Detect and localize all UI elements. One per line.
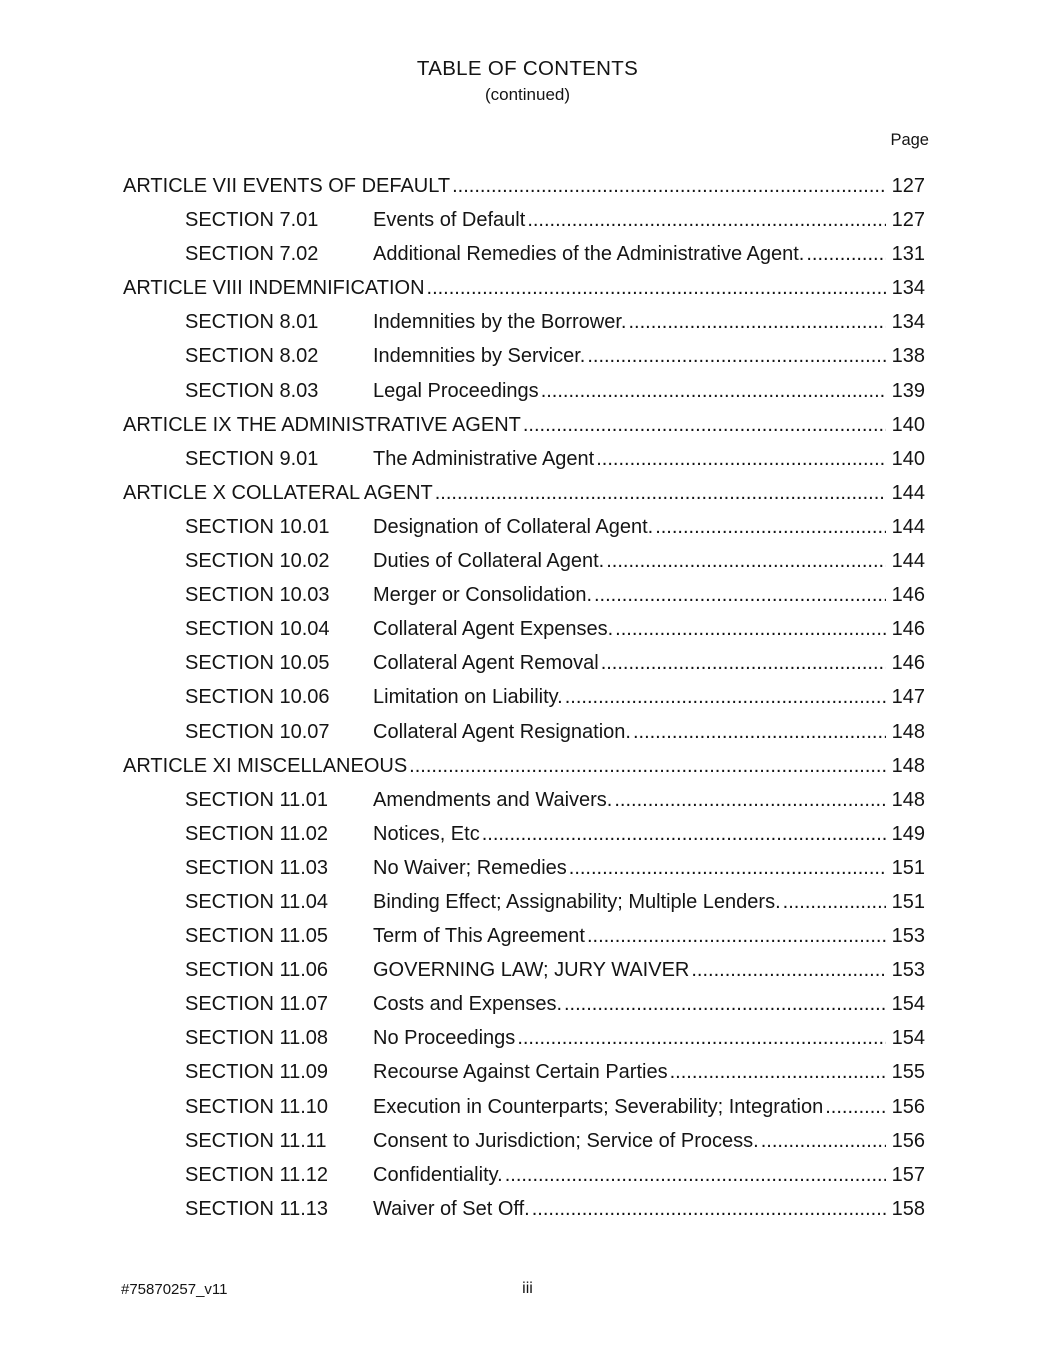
toc-entry	[123, 817, 925, 851]
toc-entry-page: 148	[891, 788, 925, 811]
toc-entry	[123, 919, 925, 953]
page-title: TABLE OF CONTENTS	[416, 57, 639, 80]
toc-entry-page: 156	[891, 1129, 925, 1152]
dot-leader	[806, 237, 885, 271]
toc-entry-label: SECTION 7.02	[185, 243, 319, 266]
toc-entry-title: Collateral Agent Resignation.	[373, 720, 631, 743]
dot-leader	[409, 749, 885, 783]
toc-entry-title: ARTICLE VIII INDEMNIFICATION	[123, 277, 425, 300]
toc-entry-page: 144	[891, 515, 925, 538]
dot-leader	[633, 715, 886, 749]
toc-entry	[123, 271, 925, 305]
toc-entry	[123, 408, 925, 442]
toc-entry-page: 140	[891, 413, 925, 436]
toc-entry-label: SECTION 11.05	[185, 925, 329, 948]
toc-entry-title: No Waiver; Remedies	[373, 856, 567, 879]
dot-leader	[628, 305, 885, 339]
dot-leader	[527, 203, 885, 237]
toc-entry-label: SECTION 11.11	[185, 1129, 327, 1152]
toc-entry-page: 127	[891, 209, 925, 232]
toc-entry	[123, 237, 925, 271]
toc-entry-label: SECTION 11.04	[185, 890, 329, 913]
toc-entry-title: The Administrative Agent	[373, 447, 595, 470]
dot-leader	[606, 544, 885, 578]
toc-entry-title: Events of Default	[373, 209, 526, 232]
dot-leader	[564, 987, 886, 1021]
toc-entry	[123, 476, 925, 510]
dot-leader	[532, 1192, 886, 1226]
dot-leader	[670, 1055, 886, 1089]
toc-entry-label: SECTION 10.05	[185, 652, 330, 675]
toc-entry-page: 151	[891, 890, 925, 913]
toc-entry	[123, 783, 925, 817]
document-header	[0, 56, 1055, 107]
toc-entry	[123, 1124, 925, 1158]
dot-leader	[587, 339, 885, 373]
toc-entry	[123, 749, 925, 783]
toc-entry	[123, 953, 925, 987]
toc-entry	[123, 885, 925, 919]
toc-entry-page: 154	[891, 1027, 925, 1050]
dot-leader	[825, 1090, 885, 1124]
toc-entry-label: SECTION 11.10	[185, 1095, 329, 1118]
dot-leader	[761, 1124, 886, 1158]
dot-leader	[596, 442, 885, 476]
toc-entry-label: SECTION 10.01	[185, 515, 330, 538]
dot-leader	[587, 919, 886, 953]
toc-entry	[123, 1055, 925, 1089]
toc-entry-title: Execution in Counterparts; Severability; Integration	[373, 1095, 824, 1118]
toc-entry-title: Legal Proceedings	[373, 379, 539, 402]
toc-entry-label: SECTION 8.01	[185, 311, 319, 334]
toc-entry-page: 146	[891, 652, 925, 675]
toc-entry-title: Limitation on Liability.	[373, 686, 563, 709]
toc-entry	[123, 987, 925, 1021]
toc-entry-label: SECTION 11.02	[185, 822, 329, 845]
page-subtitle: (continued)	[484, 85, 571, 104]
toc-entry-title: Waiver of Set Off.	[373, 1197, 530, 1220]
toc-entry	[123, 305, 925, 339]
toc-entry-page: 147	[891, 686, 925, 709]
page-column-header: Page	[890, 131, 929, 149]
toc-entry	[123, 510, 925, 544]
toc-entry-label: SECTION 11.03	[185, 856, 329, 879]
toc-entry	[123, 646, 925, 680]
toc-entry-page: 154	[891, 993, 925, 1016]
dot-leader	[615, 612, 885, 646]
toc-entry-page: 148	[891, 720, 925, 743]
toc-entry-title: ARTICLE X COLLATERAL AGENT	[123, 481, 433, 504]
dot-leader	[565, 680, 886, 714]
toc-entry-title: Collateral Agent Expenses.	[373, 618, 614, 641]
toc-entry-title: Merger or Consolidation.	[373, 584, 592, 607]
footer-document-id: #75870257_v11	[121, 1281, 228, 1298]
toc-entry-page: 157	[891, 1163, 925, 1186]
toc-entry	[123, 374, 925, 408]
toc-entry-page: 153	[891, 959, 925, 982]
toc-entry-title: Additional Remedies of the Administrative Agent.	[373, 243, 805, 266]
toc-entry-label: SECTION 10.04	[185, 618, 330, 641]
toc-entry-page: 134	[891, 311, 925, 334]
toc-entry-page: 151	[891, 856, 925, 879]
dot-leader	[655, 510, 885, 544]
toc-entry-title: GOVERNING LAW; JURY WAIVER	[373, 959, 690, 982]
toc-entry-label: SECTION 10.02	[185, 550, 330, 573]
toc-entry-page: 140	[891, 447, 925, 470]
toc-entry-title: Recourse Against Certain Parties	[373, 1061, 668, 1084]
dot-leader	[601, 646, 886, 680]
toc-entry	[123, 612, 925, 646]
toc-entry	[123, 169, 925, 203]
toc-entry	[123, 851, 925, 885]
toc-entry-page: 156	[891, 1095, 925, 1118]
toc-entry-title: Confidentiality.	[373, 1163, 503, 1186]
toc-entry-page: 158	[891, 1197, 925, 1220]
dot-leader	[435, 476, 886, 510]
toc-entry-title: Binding Effect; Assignability; Multiple Lenders.	[373, 890, 781, 913]
toc-entry-page: 134	[891, 277, 925, 300]
toc-entry-title: Collateral Agent Removal	[373, 652, 599, 675]
dot-leader	[523, 408, 886, 442]
toc-entry-title: Term of This Agreement	[373, 925, 585, 948]
toc-entry-label: SECTION 10.06	[185, 686, 330, 709]
toc-entry-title: Notices, Etc	[373, 822, 480, 845]
toc-entry-title: ARTICLE XI MISCELLANEOUS	[123, 754, 408, 777]
toc-entry	[123, 544, 925, 578]
dot-leader	[614, 783, 885, 817]
toc-entry-label: SECTION 7.01	[185, 209, 319, 232]
toc-entry-title: ARTICLE IX THE ADMINISTRATIVE AGENT	[123, 413, 521, 436]
toc-entry-label: SECTION 11.09	[185, 1061, 329, 1084]
toc-entry-page: 155	[891, 1061, 925, 1084]
toc-entry-label: SECTION 10.07	[185, 720, 330, 743]
toc-entry-page: 153	[891, 925, 925, 948]
toc-entry-page: 138	[891, 345, 925, 368]
toc-entry-page: 149	[891, 822, 925, 845]
toc-entry	[123, 578, 925, 612]
toc-entry-label: SECTION 9.01	[185, 447, 319, 470]
toc-list	[123, 169, 925, 1226]
toc-entry-page: 144	[891, 550, 925, 573]
toc-entry-page: 144	[891, 481, 925, 504]
toc-entry	[123, 339, 925, 373]
toc-entry-title: Indemnities by the Borrower.	[373, 311, 627, 334]
dot-leader	[541, 374, 886, 408]
toc-entry-page: 146	[891, 618, 925, 641]
toc-entry	[123, 203, 925, 237]
toc-entry-page: 131	[891, 243, 925, 266]
toc-entry-title: ARTICLE VII EVENTS OF DEFAULT	[123, 175, 451, 197]
toc-entry-label: SECTION 8.02	[185, 345, 319, 368]
footer-page-number: iii	[522, 1280, 533, 1297]
toc-entry-title: Consent to Jurisdiction; Service of Process.	[373, 1129, 759, 1152]
toc-entry-title: Indemnities by Servicer.	[373, 345, 586, 368]
toc-entry-page: 148	[891, 754, 925, 777]
toc-entry-label: SECTION 11.07	[185, 993, 329, 1016]
toc-entry-title: Costs and Expenses.	[373, 993, 562, 1016]
toc-entry-title: Designation of Collateral Agent.	[373, 515, 654, 538]
dot-leader	[452, 169, 886, 203]
toc-entry-label: SECTION 11.12	[185, 1163, 329, 1186]
toc-entry	[123, 1158, 925, 1192]
toc-entry	[123, 1090, 925, 1124]
dot-leader	[691, 953, 885, 987]
toc-entry-title: Amendments and Waivers.	[373, 788, 613, 811]
dot-leader	[783, 885, 886, 919]
toc-entry-title: Duties of Collateral Agent.	[373, 550, 605, 573]
toc-entry-label: SECTION 8.03	[185, 379, 319, 402]
toc-entry	[123, 715, 925, 749]
toc-entry-label: SECTION 11.06	[185, 959, 329, 982]
dot-leader	[505, 1158, 886, 1192]
toc-entry-title: No Proceedings	[373, 1027, 516, 1050]
toc-entry-label: SECTION 11.08	[185, 1027, 329, 1050]
toc-entry	[123, 680, 925, 714]
dot-leader	[482, 817, 886, 851]
dot-leader	[594, 578, 886, 612]
toc-entry	[123, 442, 925, 476]
toc-entry-label: SECTION 11.13	[185, 1197, 329, 1220]
dot-leader	[569, 851, 886, 885]
toc-entry-page: 127	[891, 175, 925, 197]
toc-entry-page: 139	[891, 379, 925, 402]
toc-entry-label: SECTION 10.03	[185, 584, 330, 607]
toc-entry-page: 146	[891, 584, 925, 607]
toc-entry	[123, 1192, 925, 1226]
dot-leader	[517, 1021, 885, 1055]
toc-entry-label: SECTION 11.01	[185, 788, 329, 811]
toc-entry	[123, 1021, 925, 1055]
dot-leader	[427, 271, 886, 305]
